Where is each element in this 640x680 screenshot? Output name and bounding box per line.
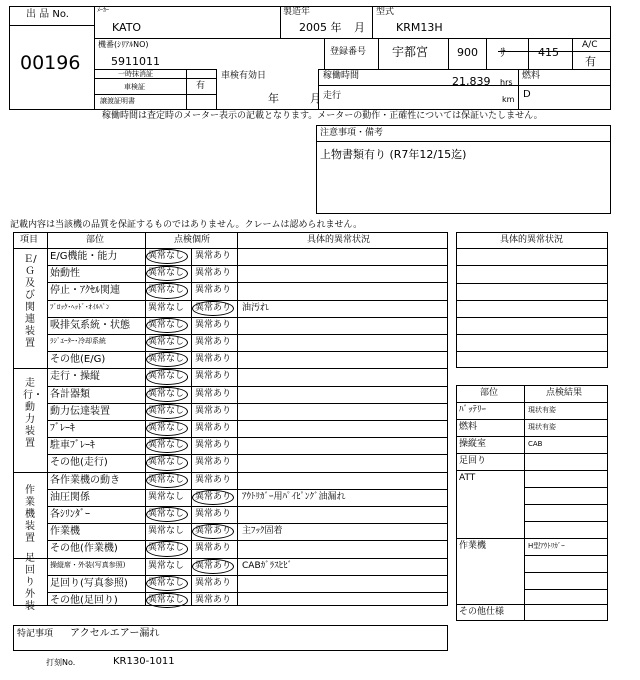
result-part: 操縦室 (459, 439, 487, 449)
maker-value: KATO (112, 21, 142, 34)
row-part: 吸排気系統・状態 (50, 319, 130, 331)
selected-circle (192, 559, 234, 574)
normal-option: 異常なし (148, 560, 185, 571)
row-part: 走行・操縦 (50, 371, 100, 383)
row-part: 各作業機の動き (50, 474, 120, 486)
mileage-label: 走行 (323, 91, 342, 101)
row-part: その他(足回り) (50, 595, 118, 606)
special-text: アクセルエアー漏れ (70, 628, 160, 639)
normal-option: 異常なし (148, 319, 185, 330)
stamp-value: KR130-1011 (113, 656, 175, 667)
row-part: ﾌﾞﾛｯｸ･ﾍｯﾄﾞ･ｵｲﾙﾊﾟﾝ (50, 302, 110, 311)
lot-number: 00196 (20, 52, 81, 74)
temp-reg-label: 一時抹消証 (118, 70, 153, 78)
selected-circle (146, 318, 188, 333)
result-part: ATT (459, 473, 476, 483)
selected-circle (146, 473, 188, 488)
abnormal-option: 異常あり (195, 457, 232, 468)
abnormal-option: 異常あり (195, 405, 232, 416)
group-label: 作業機装置 (25, 484, 35, 544)
normal-option: 異常なし (148, 371, 185, 382)
result-value: H型ｱｳﾄﾘｶﾞｰ (528, 542, 565, 550)
result-part: 足回り (459, 456, 487, 466)
col-detail-header: 具体的異常状況 (307, 235, 371, 245)
abnormal-option: 異常あり (195, 526, 232, 537)
normal-option: 異常なし (148, 577, 185, 588)
quality-notice: 記載内容は当該機の品質を保証するものではありません。クレームは認められません。 (10, 220, 363, 230)
hours-unit: hrs (500, 78, 513, 87)
group-label: 走行・動力装置 (23, 378, 43, 449)
result-part: その他仕様 (459, 607, 505, 617)
stamp-label: 打刻No. (46, 658, 76, 667)
normal-option: 異常なし (148, 457, 185, 468)
abnormal-option: 異常あり (195, 371, 232, 382)
model-value: KRM13H (396, 21, 443, 34)
row-part: 各ｼﾘﾝﾀﾞｰ (50, 509, 90, 520)
col-check-header: 点検個所 (174, 235, 211, 245)
abnormal-option: 異常あり (195, 509, 232, 519)
reg-label: 登録番号 (330, 47, 367, 57)
normal-option: 異常なし (148, 285, 185, 296)
abnormal-option: 異常あり (195, 319, 232, 330)
serial-value: 5911011 (111, 55, 160, 68)
year-value: 2005 年 (299, 21, 342, 34)
col-item-header: 項目 (20, 235, 39, 245)
hours-label: 稼働時間 (323, 71, 360, 81)
ac-value: 有 (585, 55, 596, 68)
remarks-title: 注意事項・備考 (320, 128, 384, 138)
inspection-cert-value: 有 (196, 81, 206, 91)
row-part: 操縦席・外装(写真参照) (50, 560, 126, 569)
selected-circle (146, 404, 188, 419)
special-label: 特記事項 (17, 629, 54, 639)
normal-option: 異常なし (148, 337, 185, 347)
normal-option: 異常なし (148, 302, 185, 313)
col-part-header: 部位 (86, 235, 105, 245)
selected-circle (146, 387, 188, 402)
abnormal-option: 異常あり (195, 474, 232, 485)
row-part: 始動性 (50, 268, 80, 280)
abnormal-option: 異常あり (195, 354, 232, 365)
shaken-month-unit: 月 (310, 92, 321, 105)
normal-option: 異常なし (148, 491, 185, 502)
year-label: 製造年 (283, 7, 311, 17)
abnormal-option: 異常あり (195, 423, 232, 433)
result-part: 作業機 (459, 541, 487, 551)
normal-option: 異常なし (148, 474, 185, 485)
selected-circle (192, 490, 234, 505)
abnormal-option: 異常あり (195, 251, 232, 261)
row-part: 駐車ﾌﾞﾚｰｷ (50, 440, 95, 452)
result-part: ﾊﾞｯﾃﾘｰ (459, 405, 487, 415)
row-part: 各計器類 (50, 388, 90, 400)
maker-label: ﾒｰｶｰ (97, 7, 110, 14)
km-unit: km (502, 95, 515, 104)
normal-option: 異常なし (148, 354, 185, 365)
normal-option: 異常なし (148, 405, 185, 416)
row-detail: 油汚れ (242, 302, 270, 313)
meter-notice: 稼働時間は査定時のメーター表示の記載となります。メーターの動作・正確性については保証いたしません。 (102, 111, 543, 121)
abnormal-option: 異常あり (195, 302, 232, 313)
normal-option: 異常なし (148, 423, 185, 433)
normal-option: 異常なし (148, 388, 185, 399)
row-part: その他(E/G) (50, 354, 106, 366)
normal-option: 異常なし (148, 543, 185, 554)
selected-circle (146, 455, 188, 470)
normal-option: 異常なし (148, 268, 185, 279)
normal-option: 異常なし (148, 440, 185, 451)
serial-label: 機番(ｼﾘｱﾙNO) (98, 40, 149, 49)
abnormal-option: 異常あり (195, 543, 232, 554)
result-part: 燃料 (459, 422, 478, 432)
year-month-unit: 月 (354, 21, 365, 34)
reg-kana: ｻ (500, 46, 506, 59)
normal-option: 異常なし (148, 509, 185, 519)
result-col-result: 点検結果 (546, 388, 583, 398)
abnormal-option: 異常あり (195, 595, 232, 605)
row-part: 停止・ｱｸｾﾙ関連 (50, 285, 120, 297)
shaken-label: 車検有効日 (221, 71, 267, 81)
row-part: 油圧関係 (50, 491, 90, 503)
result-col-part: 部位 (480, 388, 499, 398)
selected-circle (192, 301, 234, 316)
fuel-label: 燃料 (522, 71, 541, 81)
inspection-cert-label: 車検証 (124, 83, 145, 91)
abnormal-option: 異常あり (195, 388, 232, 399)
reg-num2: 415 (538, 46, 559, 59)
row-part: その他(走行) (50, 457, 108, 469)
selected-circle (146, 576, 188, 591)
row-detail: ｱｳﾄﾘｶﾞｰ用ﾊﾟｲﾋﾟﾝｸﾞ油漏れ (242, 491, 346, 502)
row-detail: CABｶﾞﾗｽﾋﾋﾞ (242, 560, 293, 571)
right-detail-title: 具体的異常状況 (500, 235, 564, 245)
shaken-year-unit: 年 (268, 92, 279, 105)
abnormal-option: 異常あり (195, 337, 232, 347)
lot-label: 出 品 No. (26, 9, 69, 20)
selected-circle (146, 283, 188, 298)
abnormal-option: 異常あり (195, 268, 232, 279)
transfer-cert-label: 譲渡証明書 (100, 97, 135, 105)
group-label: 足回り外装 (25, 553, 35, 613)
result-value: CAB (528, 440, 543, 448)
row-detail: 主ﾌｯｸ固着 (242, 526, 283, 537)
model-label: 型式 (376, 7, 395, 17)
normal-option: 異常なし (148, 526, 185, 537)
selected-circle (146, 369, 188, 384)
hours-value: 21,839 (452, 75, 491, 88)
abnormal-option: 異常あり (195, 440, 232, 451)
row-part: ﾗｼﾞｴｰﾀｰ･冷却系統 (50, 337, 106, 345)
reg-place: 宇都宮 (392, 45, 429, 59)
result-value: 現状有姿 (528, 423, 556, 431)
abnormal-option: 異常あり (195, 491, 232, 502)
normal-option: 異常なし (148, 595, 185, 605)
normal-option: 異常なし (148, 251, 185, 261)
row-part: 動力伝達装置 (50, 405, 110, 417)
result-value: 現状有姿 (528, 406, 556, 414)
ac-label: A/C (582, 40, 598, 50)
selected-circle (146, 541, 188, 556)
reg-num1: 900 (457, 46, 478, 59)
remarks-text: 上物書類有り (R7年12/15迄) (320, 148, 467, 161)
group-label: Ｅ/Ｇ及び関連装置 (23, 254, 37, 350)
abnormal-option: 異常あり (195, 285, 232, 296)
row-part: 作業機 (50, 526, 80, 538)
row-part: E/G機能・能力 (50, 251, 118, 262)
abnormal-option: 異常あり (195, 577, 232, 588)
row-part: ﾌﾞﾚｰｷ (50, 423, 75, 434)
row-part: 足回り(写真参照) (50, 577, 128, 589)
fuel-value: D (523, 89, 531, 100)
row-part: その他(作業機) (50, 543, 118, 555)
abnormal-option: 異常あり (195, 560, 232, 571)
